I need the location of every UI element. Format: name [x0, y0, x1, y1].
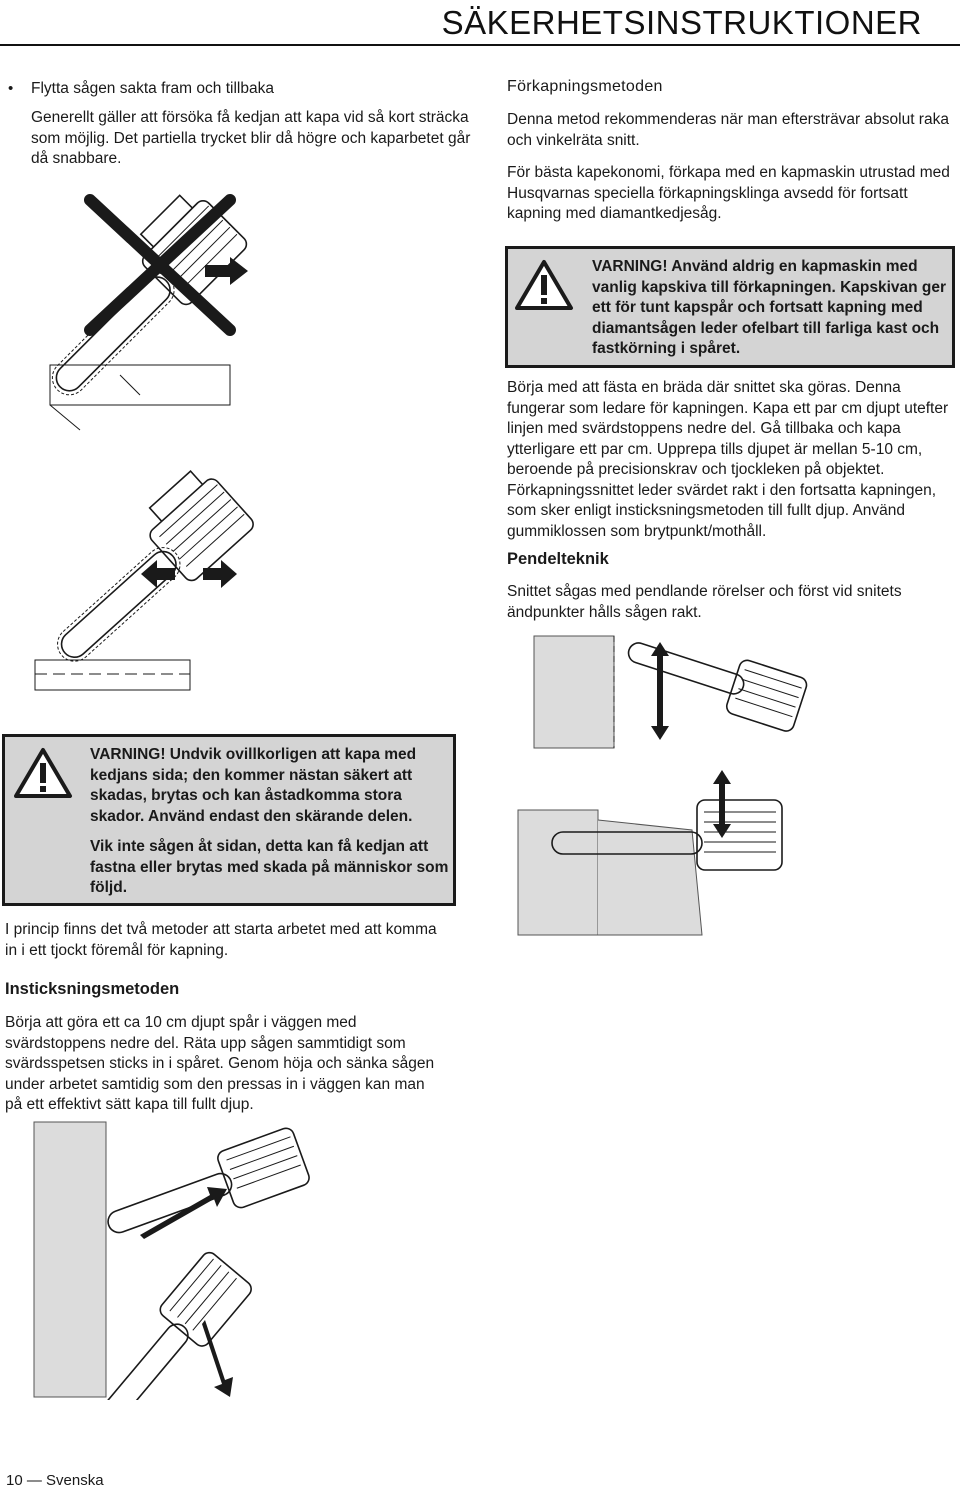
bullet-dot: • [8, 80, 14, 97]
warning-box-side-cutting [2, 734, 456, 906]
arrow-right-icon [203, 560, 237, 588]
board-outline [50, 365, 230, 405]
saw-bar [56, 546, 181, 662]
pendulum-illustration-2 [512, 760, 812, 940]
arrow-up-down-icon [713, 770, 731, 838]
forkapning-heading: Förkapningsmetoden [507, 78, 663, 95]
arrow-left-icon [141, 560, 175, 588]
warning-box-forkapning [505, 246, 955, 368]
insticksning-text: Börja att göra ett ca 10 cm djupt spår i väggen med svärdstoppens nedre del. Räta upp sågen sammtidigt som svärdsspetsen sticks in i spåret. Genom höja och sänka sågen under arbetet samtidig som den pressas in i väggen kan man på ett effektivt sätt kapa till fullt djup. [5, 1014, 435, 1113]
wall-section [518, 810, 598, 935]
page-title: SÄKERHETSINSTRUKTIONER [441, 4, 922, 41]
board-outline [35, 660, 190, 690]
arrow-diagonal-icon [140, 1187, 227, 1239]
warning-text-1: VARNING! Undvik ovillkorligen att kapa med kedjans sida; den kommer nästan säkert att skadas, brytas och kan åstadkomma stora skador. Använd endast den skärande delen. [90, 746, 417, 825]
arrow-right-icon [205, 257, 248, 285]
board-instructions: Börja med att fästa en bräda där snittet ska göras. Denna fungerar som ledare för kapningen. Kapa ett par cm djupt utefter linjen med svärdstoppens nedre del. Gå tillbaka och kapa ytterligare ett par cm. Upprepa tills djupet är mellan 5-10 cm, beroende på precisionskrav och tjockleken på objektet. Förkapningssnittet leder svärdet rakt i den fortsatta kapningen, som sker enligt insticksningsmetoden till fullt djup. Använd gummiklossen som brytpunkt/mothåll. [507, 379, 949, 540]
forkapning-p2: För bästa kapekonomi, förkapa med en kapmaskin utrustad med Husqvarnas speciella förkapningsklinga avsedd för fortsatt kapning med diamantkedjesåg. [507, 164, 950, 222]
pendel-text: Snittet sågas med pendlande rörelser och först vid snitets ändpunkter hålls sågen rakt. [507, 583, 902, 621]
warning-text-2: Vik inte sågen åt sidan, detta kan få kedjan att fastna eller brytas med skada på människor som följd. [90, 838, 449, 896]
footer-dash: — [26, 1472, 47, 1489]
saw-body [725, 658, 809, 733]
warning-triangle-icon [13, 747, 73, 799]
chainsaw-crossed-illustration [20, 180, 280, 440]
wall-section [34, 1122, 106, 1397]
saw-chain [45, 266, 181, 402]
page-footer [6, 1472, 104, 1489]
methods-intro: I princip finns det två metoder att starta arbetet med att komma in i ett tjockt föremål för kapning. [5, 921, 437, 959]
saw-body [697, 800, 782, 870]
saw-bar [105, 1171, 235, 1236]
saw-bar [626, 640, 746, 696]
arrow-up-down-icon [651, 642, 669, 740]
page-number: 10 [6, 1472, 23, 1489]
pendel-heading: Pendelteknik [507, 550, 609, 568]
bullet-text: Generellt gäller att försöka få kedjan att kapa vid så kort sträcka som möjlig. Det partiella trycket blir då högre och kaparbetet går då snabbare. [31, 109, 471, 167]
title-rule [0, 44, 960, 46]
pendulum-illustration-1 [530, 632, 810, 752]
chainsaw-angled-illustration [25, 450, 265, 710]
forkapning-p1: Denna metod rekommenderas när man eftersträvar absolut raka och vinkelräta snitt. [507, 111, 949, 149]
insticksning-heading: Insticksningsmetoden [5, 980, 180, 998]
saw-body [147, 476, 257, 584]
warning-text: VARNING! Använd aldrig en kapmaskin med vanlig kapskiva till förkapningen. Kapskivan ger ett för tunt kapspår och fortsatt kapning med diamantsågen leder ofelbart till farliga kast och fastkörning i spåret. [592, 258, 947, 357]
bullet-title: Flytta sågen sakta fram och tillbaka [31, 80, 274, 97]
saw-chain [51, 541, 187, 669]
warning-triangle-icon [514, 259, 574, 311]
wall-section [534, 636, 614, 748]
plunge-cut-illustration [30, 1120, 310, 1400]
footer-language: Svenska [46, 1472, 104, 1489]
saw-bar [51, 272, 175, 396]
